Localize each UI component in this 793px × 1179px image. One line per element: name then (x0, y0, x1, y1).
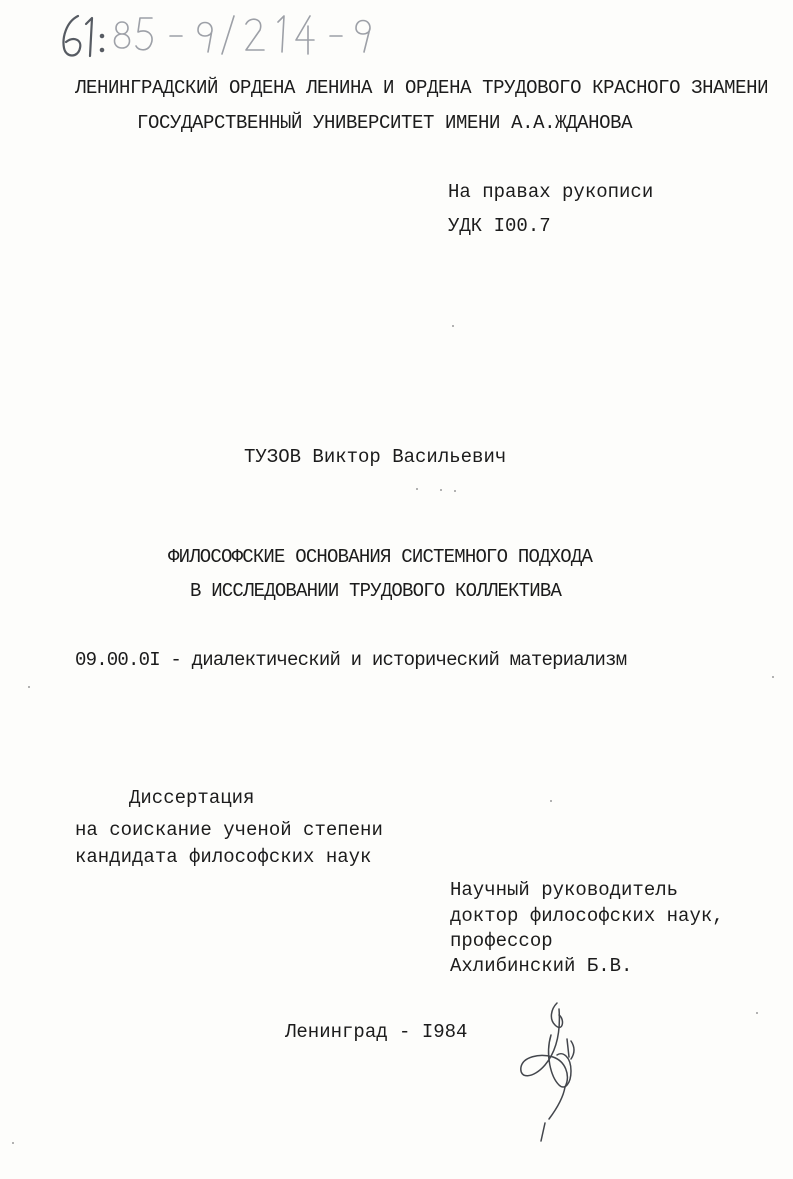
university-name-line-1: ЛЕНИНГРАДСКИЙ ОРДЕНА ЛЕНИНА И ОРДЕНА ТРУДОВОГО КРАСНОГО ЗНАМЕНИ (75, 77, 769, 99)
handwritten-archive-number (52, 6, 392, 64)
scan-speck (452, 325, 454, 327)
udc-code: УДК I00.7 (448, 215, 551, 237)
scan-speck (28, 686, 30, 688)
scan-speck (756, 1012, 758, 1014)
scan-speck (772, 676, 774, 678)
scan-speck (416, 488, 418, 490)
place-and-year: Ленинград - I984 (285, 1021, 468, 1043)
degree-line-1: на соискание ученой степени (75, 819, 383, 841)
university-name-line-2: ГОСУДАРСТВЕННЫЙ УНИВЕРСИТЕТ ИМЕНИ А.А.ЖДАНОВА (137, 112, 633, 134)
supervisor-rank: профессор (450, 930, 553, 952)
dissertation-title-line-1: ФИЛОСОФСКИЕ ОСНОВАНИЯ СИСТЕМНОГО ПОДХОДА (168, 546, 593, 568)
supervisor-role: Научный руководитель (450, 879, 679, 901)
supervisor-name: Ахлибинский Б.В. (450, 955, 633, 977)
author-name: ТУЗОВ Виктор Васильевич (244, 446, 507, 468)
scan-speck (454, 490, 456, 492)
signature (505, 995, 600, 1145)
scan-speck (550, 800, 552, 802)
manuscript-rights: На правах рукописи (448, 181, 654, 203)
specialty-code: 09.00.0I - диалектический и исторический материализм (75, 649, 627, 671)
scan-speck (12, 1142, 14, 1144)
dissertation-title-line-2: В ИССЛЕДОВАНИИ ТРУДОВОГО КОЛЛЕКТИВА (190, 580, 562, 602)
degree-line-2: кандидата философских наук (75, 846, 372, 868)
scan-speck (440, 489, 442, 491)
supervisor-degree: доктор философских наук, (450, 905, 724, 927)
degree-label: Диссертация (129, 787, 255, 809)
